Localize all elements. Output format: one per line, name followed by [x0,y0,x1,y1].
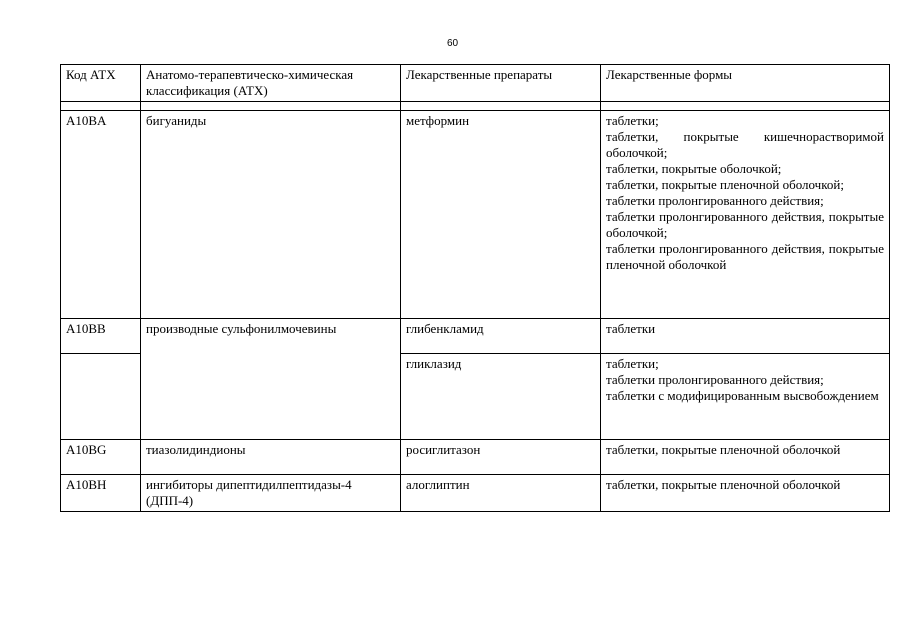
drug-cell: метформин [401,111,601,319]
table-row [61,475,890,512]
header-spacer-row [61,102,890,111]
form-item: таблетки пролонгированного действия, покрытые оболочкой; [606,209,884,240]
form-item: таблетки; [606,356,659,371]
forms-cell [601,111,890,319]
table-row [61,319,890,354]
table-row [61,440,890,475]
page-number: 60 [446,38,459,49]
forms-cell [601,440,890,475]
code-cell: A10BB [61,319,141,354]
header-row [61,65,890,102]
spacer-cell [61,102,141,111]
form-item: таблетки, покрытые пленочной оболочкой [606,442,841,457]
form-item: таблетки, покрытые оболочкой; [606,161,782,176]
form-item: таблетки, покрытые пленочной оболочкой [606,477,841,492]
code-cell: A10BG [61,440,141,475]
form-item: таблетки пролонгированного действия; [606,372,824,387]
classification-cell: бигуаниды [141,111,401,319]
drug-cell: глибенкламид [401,319,601,354]
form-item: таблетки пролонгированного действия, покрытые пленочной оболочкой [606,241,884,272]
drug-cell: гликлазид [401,354,601,440]
header-drugs: Лекарственные препараты [401,65,601,102]
drug-cell: росиглитазон [401,440,601,475]
table-row [61,111,890,319]
form-item: таблетки, покрытые пленочной оболочкой; [606,177,844,192]
forms-cell [601,354,890,440]
code-cell [61,354,141,440]
code-cell: A10BH [61,475,141,512]
spacer-cell [401,102,601,111]
classification-cell: тиазолидиндионы [141,440,401,475]
forms-cell [601,475,890,512]
forms-cell [601,319,890,354]
classification-cell: производные сульфонилмочевины [141,319,401,440]
header-forms: Лекарственные формы [601,65,890,102]
spacer-cell [601,102,890,111]
form-item: таблетки [606,321,656,336]
atx-table [60,64,890,512]
drug-cell: алоглиптин [401,475,601,512]
spacer-cell [141,102,401,111]
classification-cell: ингибиторы дипептидилпептидазы-4 (ДПП-4) [141,475,401,512]
form-item: таблетки; [606,113,659,128]
form-item: таблетки пролонгированного действия; [606,193,824,208]
header-code: Код АТХ [61,65,141,102]
form-item: таблетки, покрытые кишечнорастворимой оболочкой; [606,129,884,160]
form-item: таблетки с модифицированным высвобождением [606,388,879,403]
code-cell: A10BA [61,111,141,319]
header-classification: Анатомо-терапевтическо-химическая классификация (АТХ) [141,65,401,102]
